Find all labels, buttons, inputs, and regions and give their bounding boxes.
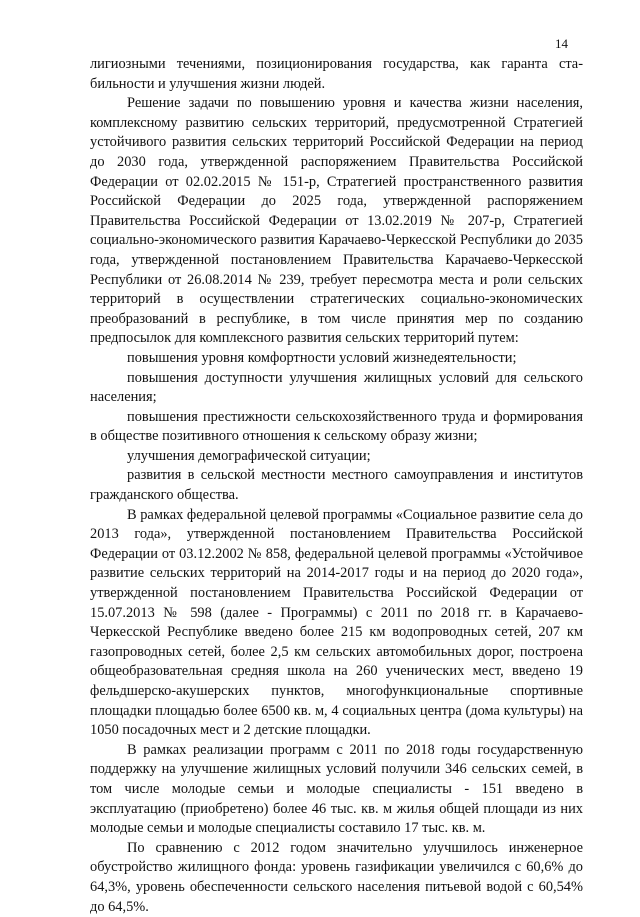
document-body [90,55,583,917]
paragraph: лигиозными течениями, позиционирования государства, как гаранта стабильности и улучшения жизни людей. [90,56,583,92]
page-number: 14 [555,36,568,51]
list-item: развития в сельской местности местного самоуправления и институтов гражданского общества. [90,467,583,504]
paragraph: По сравнению с 2012 годом значительно улучшилось инженерное обустройство жилищного фонда: уровень газификации увеличился с 60,6% до 64,3%, уровень обеспеченности сельского населения питьевой водой с 60,54% до 64,5%. [90,839,583,915]
paragraph: В рамках реализации программ с 2011 по 2018 годы государственную поддержку на улучшение жилищных условий получили 346 сельских семей, в том числе молодые семьи и молодые специалисты - 151 введено в эксплуатацию (приобретено) более 46 тыс. кв. м жилья общей площади из них молодые семьи и молодые специалисты составило 17 тыс. кв. м. [90,741,583,837]
list-item: повышения доступности улучшения жилищных условий для сельского населения; [90,369,583,406]
list-item: повышения уровня комфортности условий жизнедеятельности; [127,349,517,366]
list-item: улучшения демографической ситуации; [127,447,371,464]
paragraph: В рамках федеральной целевой программы «Социальное развитие села до 2013 года», утвержденной постановлением Правительства Российской Федерации от 03.12.2002 № 858, федеральной целевой программы «Устойчивое развитие сельских территорий на 2014-2017 годы и на период до 2020 года», утвержденной постановлением Правительства Российской Федерации от 15.07.2013 № 598 (далее - Программы) с 2011 по 2018 гг. в Карачаево-Черкесской Республике введено более 215 км водопроводных сетей, 207 км газопроводных сетей, более 2,5 км сельских автомобильных дорог, построена общеобразовательная средняя школа на 260 ученических мест, введено 19 фельдшерско-акушерских пунктов, многофункциональные спортивные площадки площадью более 6500 кв. м, 4 социальных центра (дома культуры) на 1050 посадочных мест и 2 детские площадки. [90,506,583,739]
paragraph: Решение задачи по повышению уровня и качества жизни населения, комплексному развитию сельских территорий, предусмотренной Стратегией устойчивого развития сельских территорий Российской Федерации на период до 2030 года, утвержденной распоряжением Правительства Российской Федерации от 02.02.2015 № 151-р, Стратегией пространственного развития Российской Федерации до 2025 года, утвержденной распоряжением Правительства Российской Федерации от 13.02.2019 № 207-р, Стратегией социально-экономического развития Карачаево-Черкесской Республики до 2035 года, утвержденной постановлением Правительства Карачаево-Черкесской Республики от 26.08.2014 № 239, требует пересмотра места и роли сельских территорий в осуществлении стратегических социально-экономических преобразований в республике, в том числе принятия мер по созданию предпосылок для комплексного развития сельских территорий путем: [90,95,583,347]
list-item: повышения престижности сельскохозяйственного труда и формирования в обществе позитивного отношения к сельскому образу жизни; [90,408,583,445]
